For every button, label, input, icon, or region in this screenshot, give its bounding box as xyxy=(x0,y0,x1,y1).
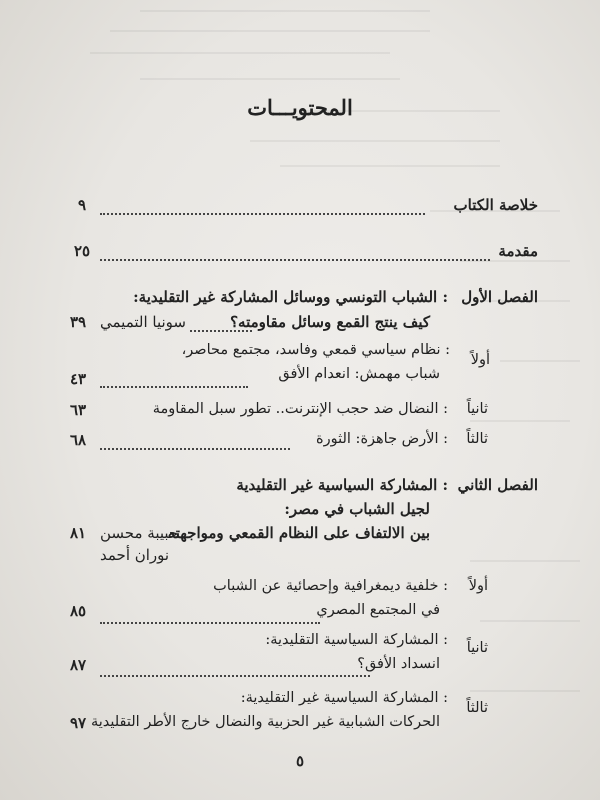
leader-dots xyxy=(100,622,320,624)
ch1-section3-page: ٦٨ xyxy=(70,431,87,449)
ch2-section1-line2: في المجتمع المصري xyxy=(316,602,440,618)
ch1-section1-page: ٤٣ xyxy=(70,370,87,388)
leader-dots xyxy=(100,386,248,388)
chapter1-title-line2: كيف ينتج القمع وسائل مقاومته؟ xyxy=(230,313,430,331)
ch2-section2-label: ثانياً xyxy=(466,640,488,656)
toc-entry-summary-page: ٩ xyxy=(78,196,87,214)
ch1-section3-label: ثالثاً xyxy=(466,431,488,447)
ch2-section2-line2: انسداد الأفق؟ xyxy=(357,656,440,672)
chapter1-page: ٣٩ xyxy=(70,313,87,331)
page-number: ٥ xyxy=(295,752,305,770)
toc-entry-summary-title: خلاصة الكتاب xyxy=(453,196,538,214)
ch2-section3-line1: : المشاركة السياسية غير التقليدية: xyxy=(240,690,448,706)
leader-dots xyxy=(100,259,490,261)
leader-dots xyxy=(190,330,252,332)
chapter2-label: الفصل الثاني xyxy=(457,476,538,494)
ch1-section3-text: : الأرض جاهزة: الثورة xyxy=(316,431,448,447)
toc-entry-intro-title: مقدمة xyxy=(498,242,538,260)
ch2-section3-line2: الحركات الشبابية غير الحزبية والنضال خارج الأطر التقليدية xyxy=(90,714,440,730)
leader-dots xyxy=(100,675,370,677)
leader-dots xyxy=(100,448,290,450)
chapter2-author1: حبيبة محسن xyxy=(100,524,179,542)
chapter1-label: الفصل الأول xyxy=(461,288,538,306)
ch2-section3-page: ٩٧ xyxy=(70,714,87,732)
ch2-section1-label: أولاً xyxy=(468,578,488,594)
leader-dots xyxy=(100,213,425,215)
chapter2-title-line2: لجيل الشباب في مصر: xyxy=(284,500,430,518)
ch2-section1-line1: : خلفية ديمغرافية وإحصائية عن الشباب xyxy=(213,578,448,594)
ch1-section1-label: أولاً xyxy=(470,352,490,368)
toc-entry-intro-page: ٢٥ xyxy=(74,242,91,260)
ch2-section1-page: ٨٥ xyxy=(70,602,87,620)
ch1-section2-label: ثانياً xyxy=(466,401,488,417)
chapter1-title-line1: : الشباب التونسي ووسائل المشاركة غير التقليدية: xyxy=(133,288,448,306)
ch2-section2-page: ٨٧ xyxy=(70,656,87,674)
chapter1-author: سونيا التميمي xyxy=(100,313,186,331)
ch1-section1-line1: : نظام سياسي قمعي وفاسد، مجتمع محاصر، xyxy=(181,342,450,358)
chapter2-title-line3: بين الالتفاف على النظام القمعي ومواجهته xyxy=(167,524,430,542)
chapter2-author2: نوران أحمد xyxy=(100,546,170,564)
ch1-section2-page: ٦٣ xyxy=(70,401,87,419)
ch2-section2-line1: : المشاركة السياسية التقليدية: xyxy=(265,632,448,648)
chapter2-page: ٨١ xyxy=(70,524,87,542)
ch1-section1-line2: شباب مهمش: انعدام الأفق xyxy=(278,366,440,382)
page-title: المحتويـــات xyxy=(247,95,353,120)
ch1-section2-text: : النضال ضد حجب الإنترنت.. تطور سبل المقاومة xyxy=(152,401,448,417)
ch2-section3-label: ثالثاً xyxy=(466,700,488,716)
chapter2-title-line1: : المشاركة السياسية غير التقليدية xyxy=(236,476,448,494)
